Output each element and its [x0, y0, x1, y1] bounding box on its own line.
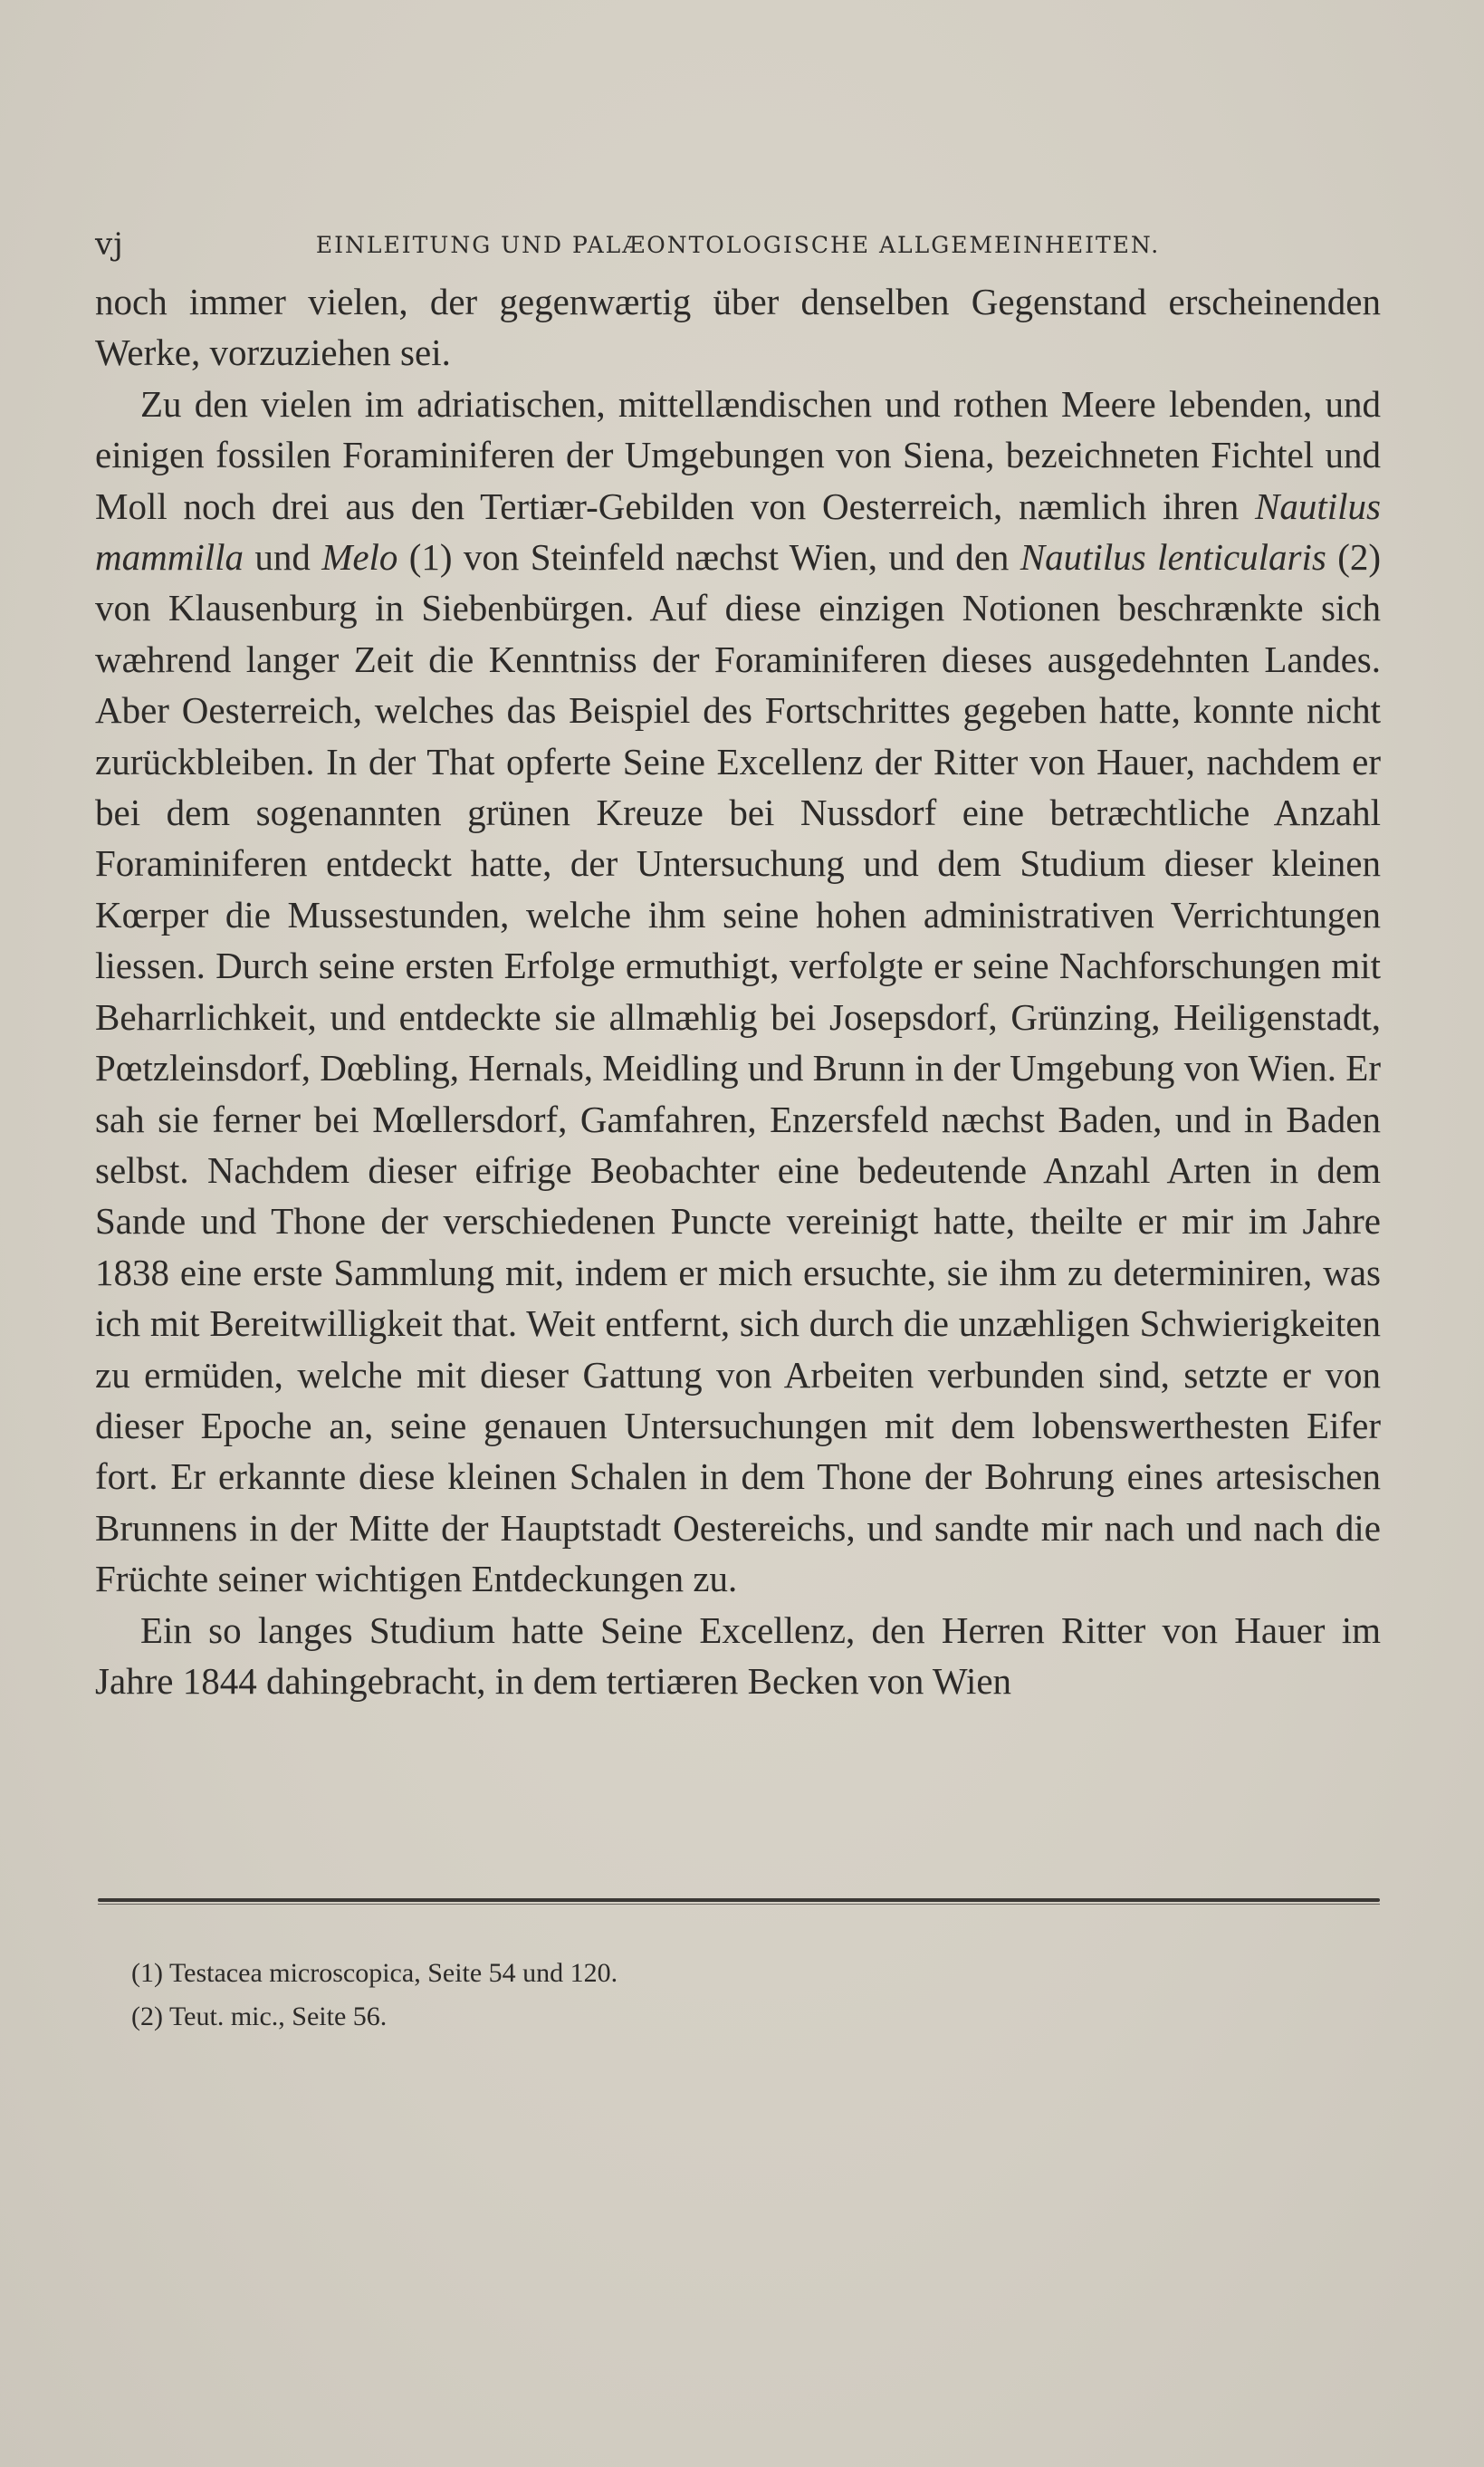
body-text — [95, 276, 1381, 1706]
paragraph-2-text-b: und — [244, 536, 322, 579]
paragraph-2-text-a: Zu den vielen im adriatischen, mittellændischen und rothen Meere lebenden, und einigen fossilen Foraminiferen der Umgebungen von Siena, bezeichneten Fichtel und Moll noch drei aus den Tertiær-Gebilden von Oesterreich, næmlich ihren — [95, 382, 1381, 527]
paragraph-1-text: noch immer vielen, der gegenwærtig über denselben Gegenstand erscheinenden Werke, vorzuziehen sei. — [95, 281, 1381, 374]
taxon-melo: Melo — [321, 536, 398, 579]
page-header — [95, 226, 1381, 263]
footnote-2: (2) Teut. mic., Seite 56. — [131, 2001, 388, 2031]
paragraph-2 — [95, 379, 1381, 1605]
paragraph-2-text-d: (2) von Klausenburg in Siebenbürgen. Auf diese einzigen Notionen beschrænkte sich wæhrend langer Zeit die Kenntniss der Foraminiferen dieses ausgedehnten Landes. Aber Oesterreich, welches das Beispiel des Fortschrittes gegeben hatte, konnte nicht zurückbleiben. In der That opferte Seine Excellenz der Ritter von Hauer, nachdem er bei dem sogenannten grünen Kreuze bei Nussdorf eine betræchtliche Anzahl Foraminiferen entdeckt hatte, der Untersuchung und dem Studium dieser kleinen Kœrper die Mussestunden, welche ihm seine hohen administrativen Verrichtungen liessen. Durch seine ersten Erfolge ermuthigt, verfolgte er seine Nachforschungen mit Beharrlichkeit, und entdeckte sie allmæhlig bei Josepsdorf, Grünzing, Heiligenstadt, Pœtzleinsdorf, Dœbling, Hernals, Meidling und Brunn in der Umgebung von Wien. Er sah sie ferner bei Mœllersdorf, Gamfahren, Enzersfeld næchst Baden, und in Baden selbst. Nachdem dieser eifrige Beobachter eine bedeutende Anzahl Arten in dem Sande und Thone der verschiedenen Puncte vereinigt hatte, theilte er mir im Jahre 1838 eine erste Sammlung mit, indem er mich ersuchte, sie ihm zu determiniren, was ich mit Bereitwilligkeit that. Weit entfernt, sich durch die unzæhligen Schwierigkeiten zu ermüden, welche mit dieser Gattung von Arbeiten verbunden sind, setzte er von dieser Epoche an, seine genauen Untersuchungen mit dem lobenswerthesten Eifer fort. Er erkannte diese kleinen Schalen in dem Thone der Bohrung eines artesischen Brunnens in der Mitte der Hauptstadt Oestereichs, und sandte mir nach und nach die Früchte seiner wichtigen Entdeckungen zu. — [95, 536, 1382, 1600]
taxon-nautilus-lenticularis: Nautilus lenticularis — [1020, 536, 1326, 579]
footnote-divider-shadow — [98, 1904, 1380, 1905]
footnote-1: (1) Testacea microscopica, Seite 54 und 120. — [131, 1958, 618, 1988]
paragraph-2-text-c: (1) von Steinfeld næchst Wien, und den — [397, 536, 1020, 579]
paragraph-3 — [95, 1605, 1381, 1707]
paragraph-1 — [95, 276, 1381, 379]
footnote-divider — [98, 1898, 1380, 1902]
paragraph-3-text: Ein so langes Studium hatte Seine Excellenz, den Herren Ritter von Hauer im Jahre 1844 dahingebracht, in dem tertiæren Becken von Wien — [95, 1608, 1381, 1702]
page-number: vj — [95, 226, 124, 263]
running-title: EINLEITUNG UND PALÆONTOLOGISCHE ALLGEMEINHEITEN. — [315, 232, 1161, 258]
taxon-nautilus-mammilla: Nautilus mammilla — [95, 485, 1381, 579]
footnotes — [131, 1952, 1308, 2039]
